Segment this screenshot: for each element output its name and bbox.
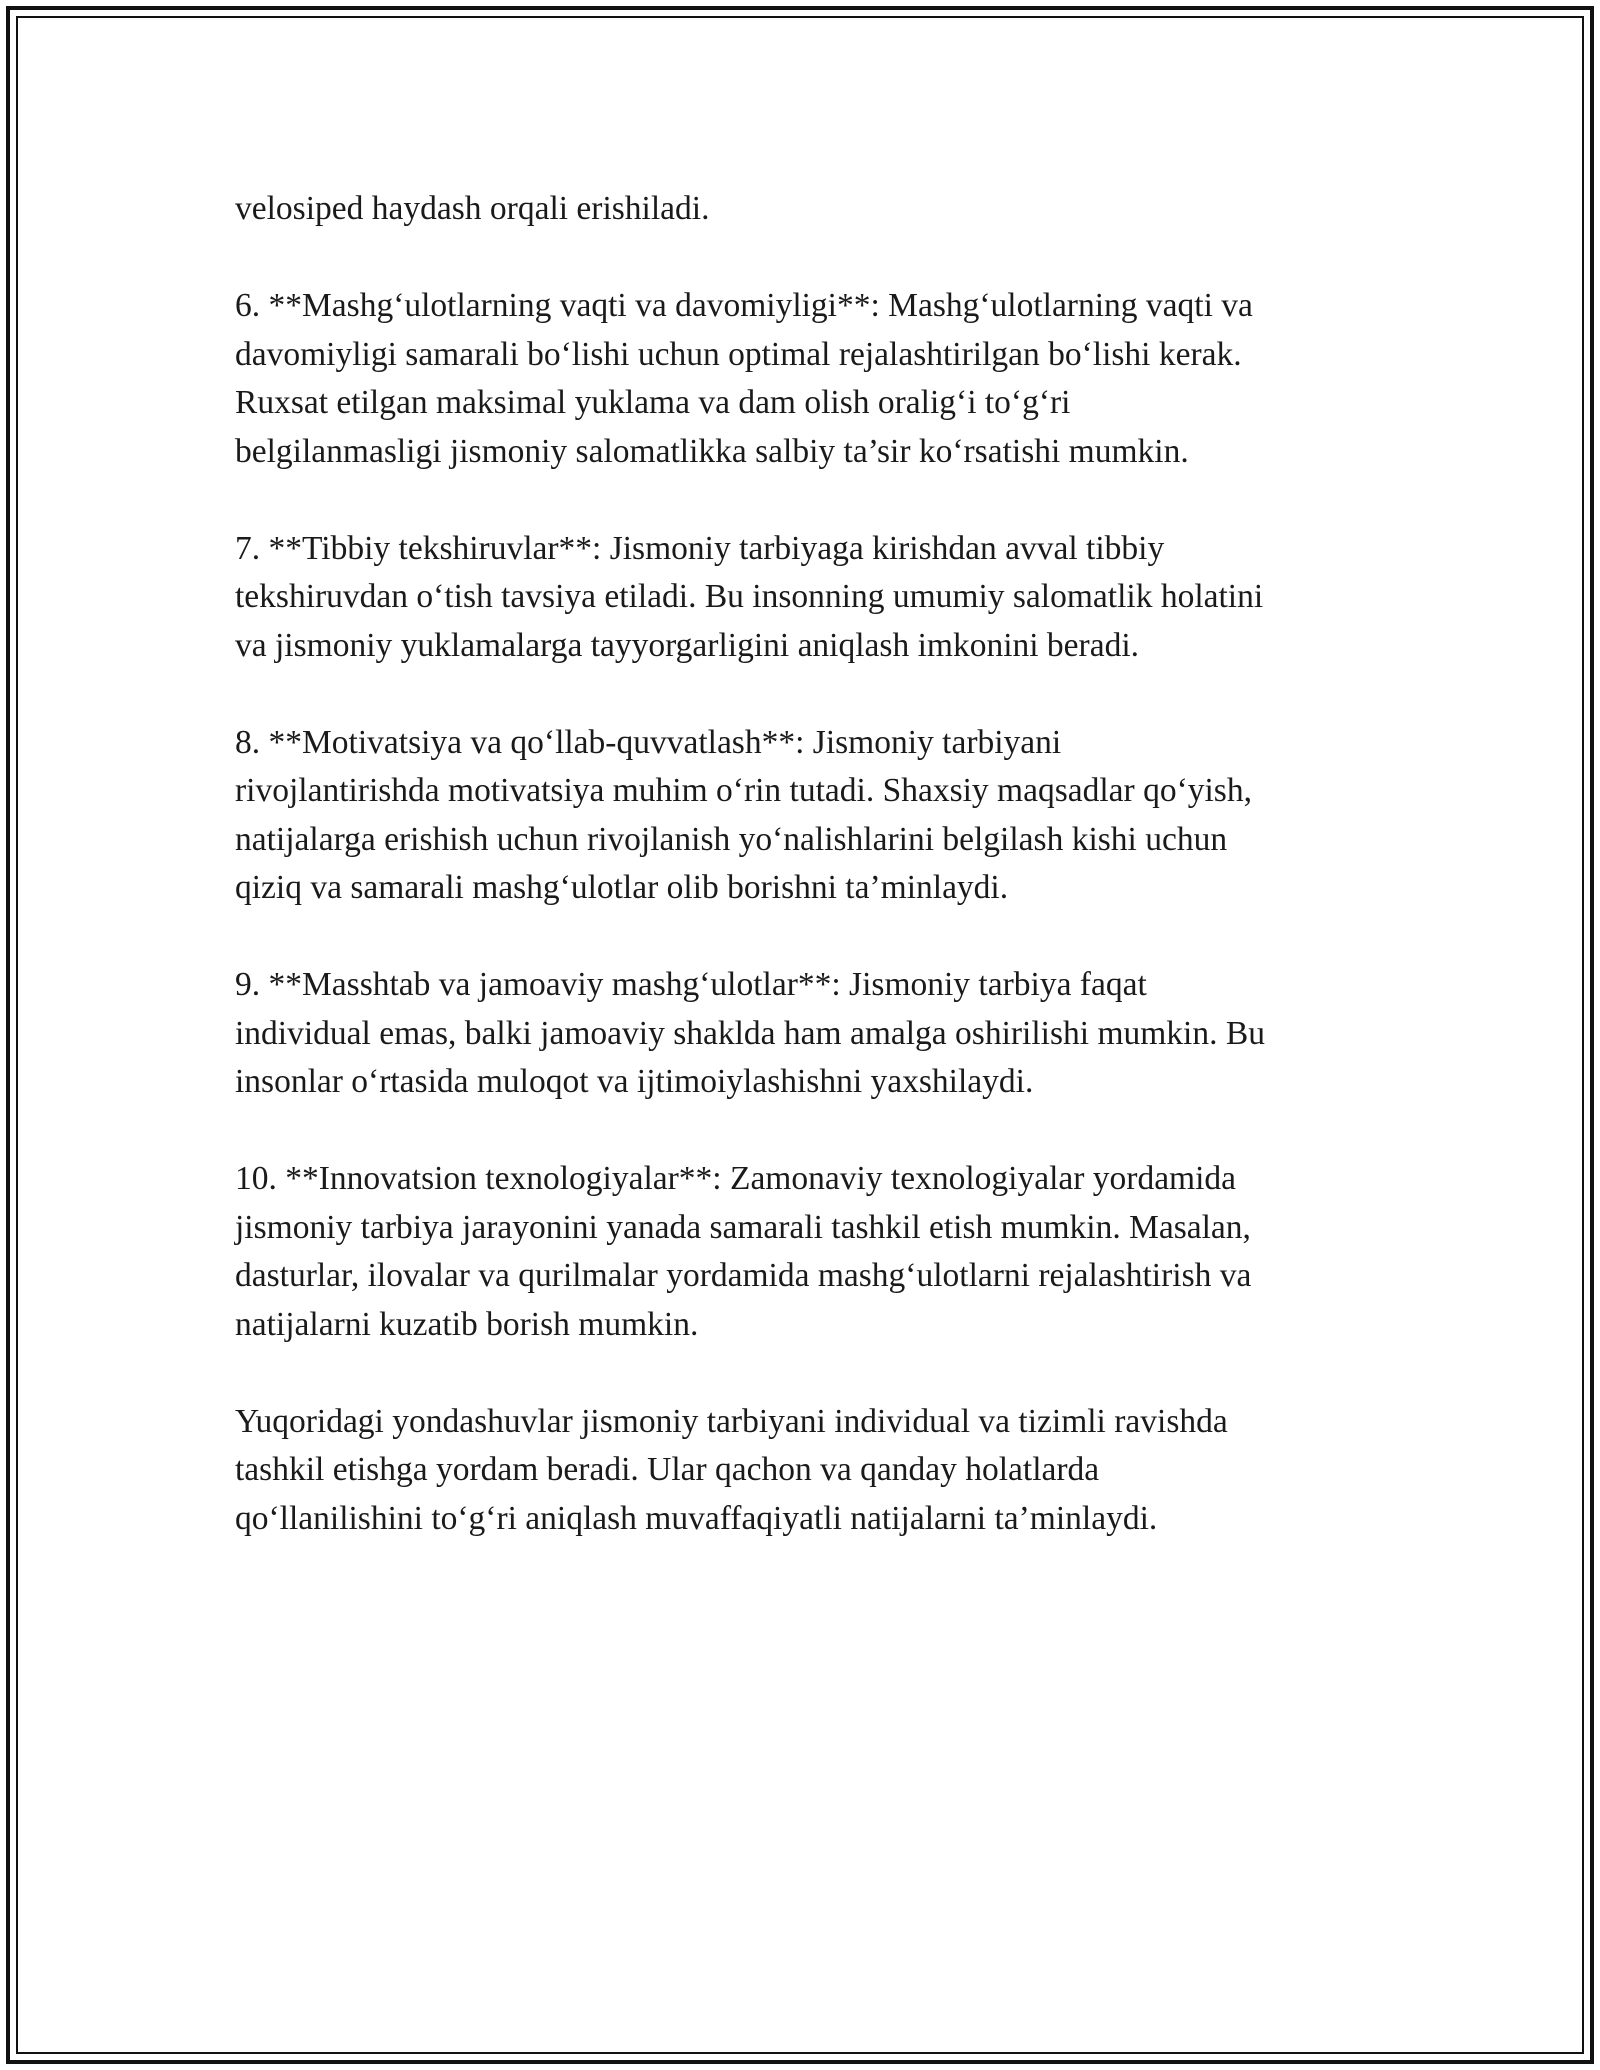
text-line: 7. **Tibbiy tekshiruvlar**: Jismoniy tarbiyaga kirishdan avval tibbiy: [235, 529, 1165, 567]
paragraph-item-8: [235, 719, 1385, 913]
paragraph-item-9: [235, 961, 1385, 1107]
text-line: qiziq va samarali mashg‘ulotlar olib borishni ta’minlaydi.: [235, 869, 1009, 906]
text-line: davomiyligi samarali bo‘lishi uchun optimal rejalashtirilgan bo‘lishi kerak.: [235, 335, 1242, 373]
text-line: 9. **Masshtab va jamoaviy mashg‘ulotlar**: Jismoniy tarbiya faqat: [235, 966, 1147, 1003]
paragraph-item-10: [235, 1155, 1385, 1349]
text-line: 6. **Mashg‘ulotlarning vaqti va davomiyligi**: Mashg‘ulotlarning vaqti va: [235, 287, 1253, 324]
text-line: va jismoniy yuklamalarga tayyorgarligini aniqlash imkonini beradi.: [235, 626, 1140, 664]
text-line: dasturlar, ilovalar va qurilmalar yordamida mashg‘ulotlarni rejalashtirish va: [235, 1257, 1252, 1294]
paragraph-conclusion: [235, 1398, 1385, 1544]
document-body: [235, 185, 1385, 1592]
text-line: Ruxsat etilgan maksimal yuklama va dam olish oralig‘i to‘g‘ri: [235, 384, 1071, 421]
text-line: velosiped haydash orqali erishiladi.: [235, 190, 710, 227]
text-line: tashkil etishga yordam beradi. Ular qachon va qanday holatlarda: [235, 1451, 1100, 1488]
text-line: tekshiruvdan o‘tish tavsiya etiladi. Bu insonning umumiy salomatlik holatini: [235, 578, 1264, 615]
text-line: natijalarga erishish uchun rivojlanish yo‘nalishlarini belgilash kishi uchun: [235, 820, 1228, 858]
text-line: belgilanmasligi jismoniy salomatlikka salbiy ta’sir ko‘rsatishi mumkin.: [235, 432, 1189, 470]
text-line: jismoniy tarbiya jarayonini yanada samarali tashkil etish mumkin. Masalan,: [235, 1208, 1251, 1246]
text-line: individual emas, balki jamoaviy shaklda ham amalga oshirilishi mumkin. Bu: [235, 1014, 1265, 1052]
paragraph-item-6: [235, 282, 1385, 476]
paragraph-item-7: [235, 525, 1385, 671]
text-line: 10. **Innovatsion texnologiyalar**: Zamonaviy texnologiyalar yordamida: [235, 1160, 1237, 1197]
text-line: qo‘llanilishini to‘g‘ri aniqlash muvaffaqiyatli natijalarni ta’minlaydi.: [235, 1499, 1158, 1537]
text-line: rivojlantirishda motivatsiya muhim o‘rin tutadi. Shaxsiy maqsadlar qo‘yish,: [235, 772, 1252, 809]
text-line: insonlar o‘rtasida muloqot va ijtimoiylashishni yaxshilaydi.: [235, 1063, 1034, 1100]
paragraph-continuation: [235, 185, 1385, 234]
text-line: natijalarni kuzatib borish mumkin.: [235, 1305, 699, 1343]
text-line: 8. **Motivatsiya va qo‘llab-quvvatlash**: Jismoniy tarbiyani: [235, 723, 1062, 761]
text-line: Yuqoridagi yondashuvlar jismoniy tarbiyani individual va tizimli ravishda: [235, 1402, 1228, 1440]
